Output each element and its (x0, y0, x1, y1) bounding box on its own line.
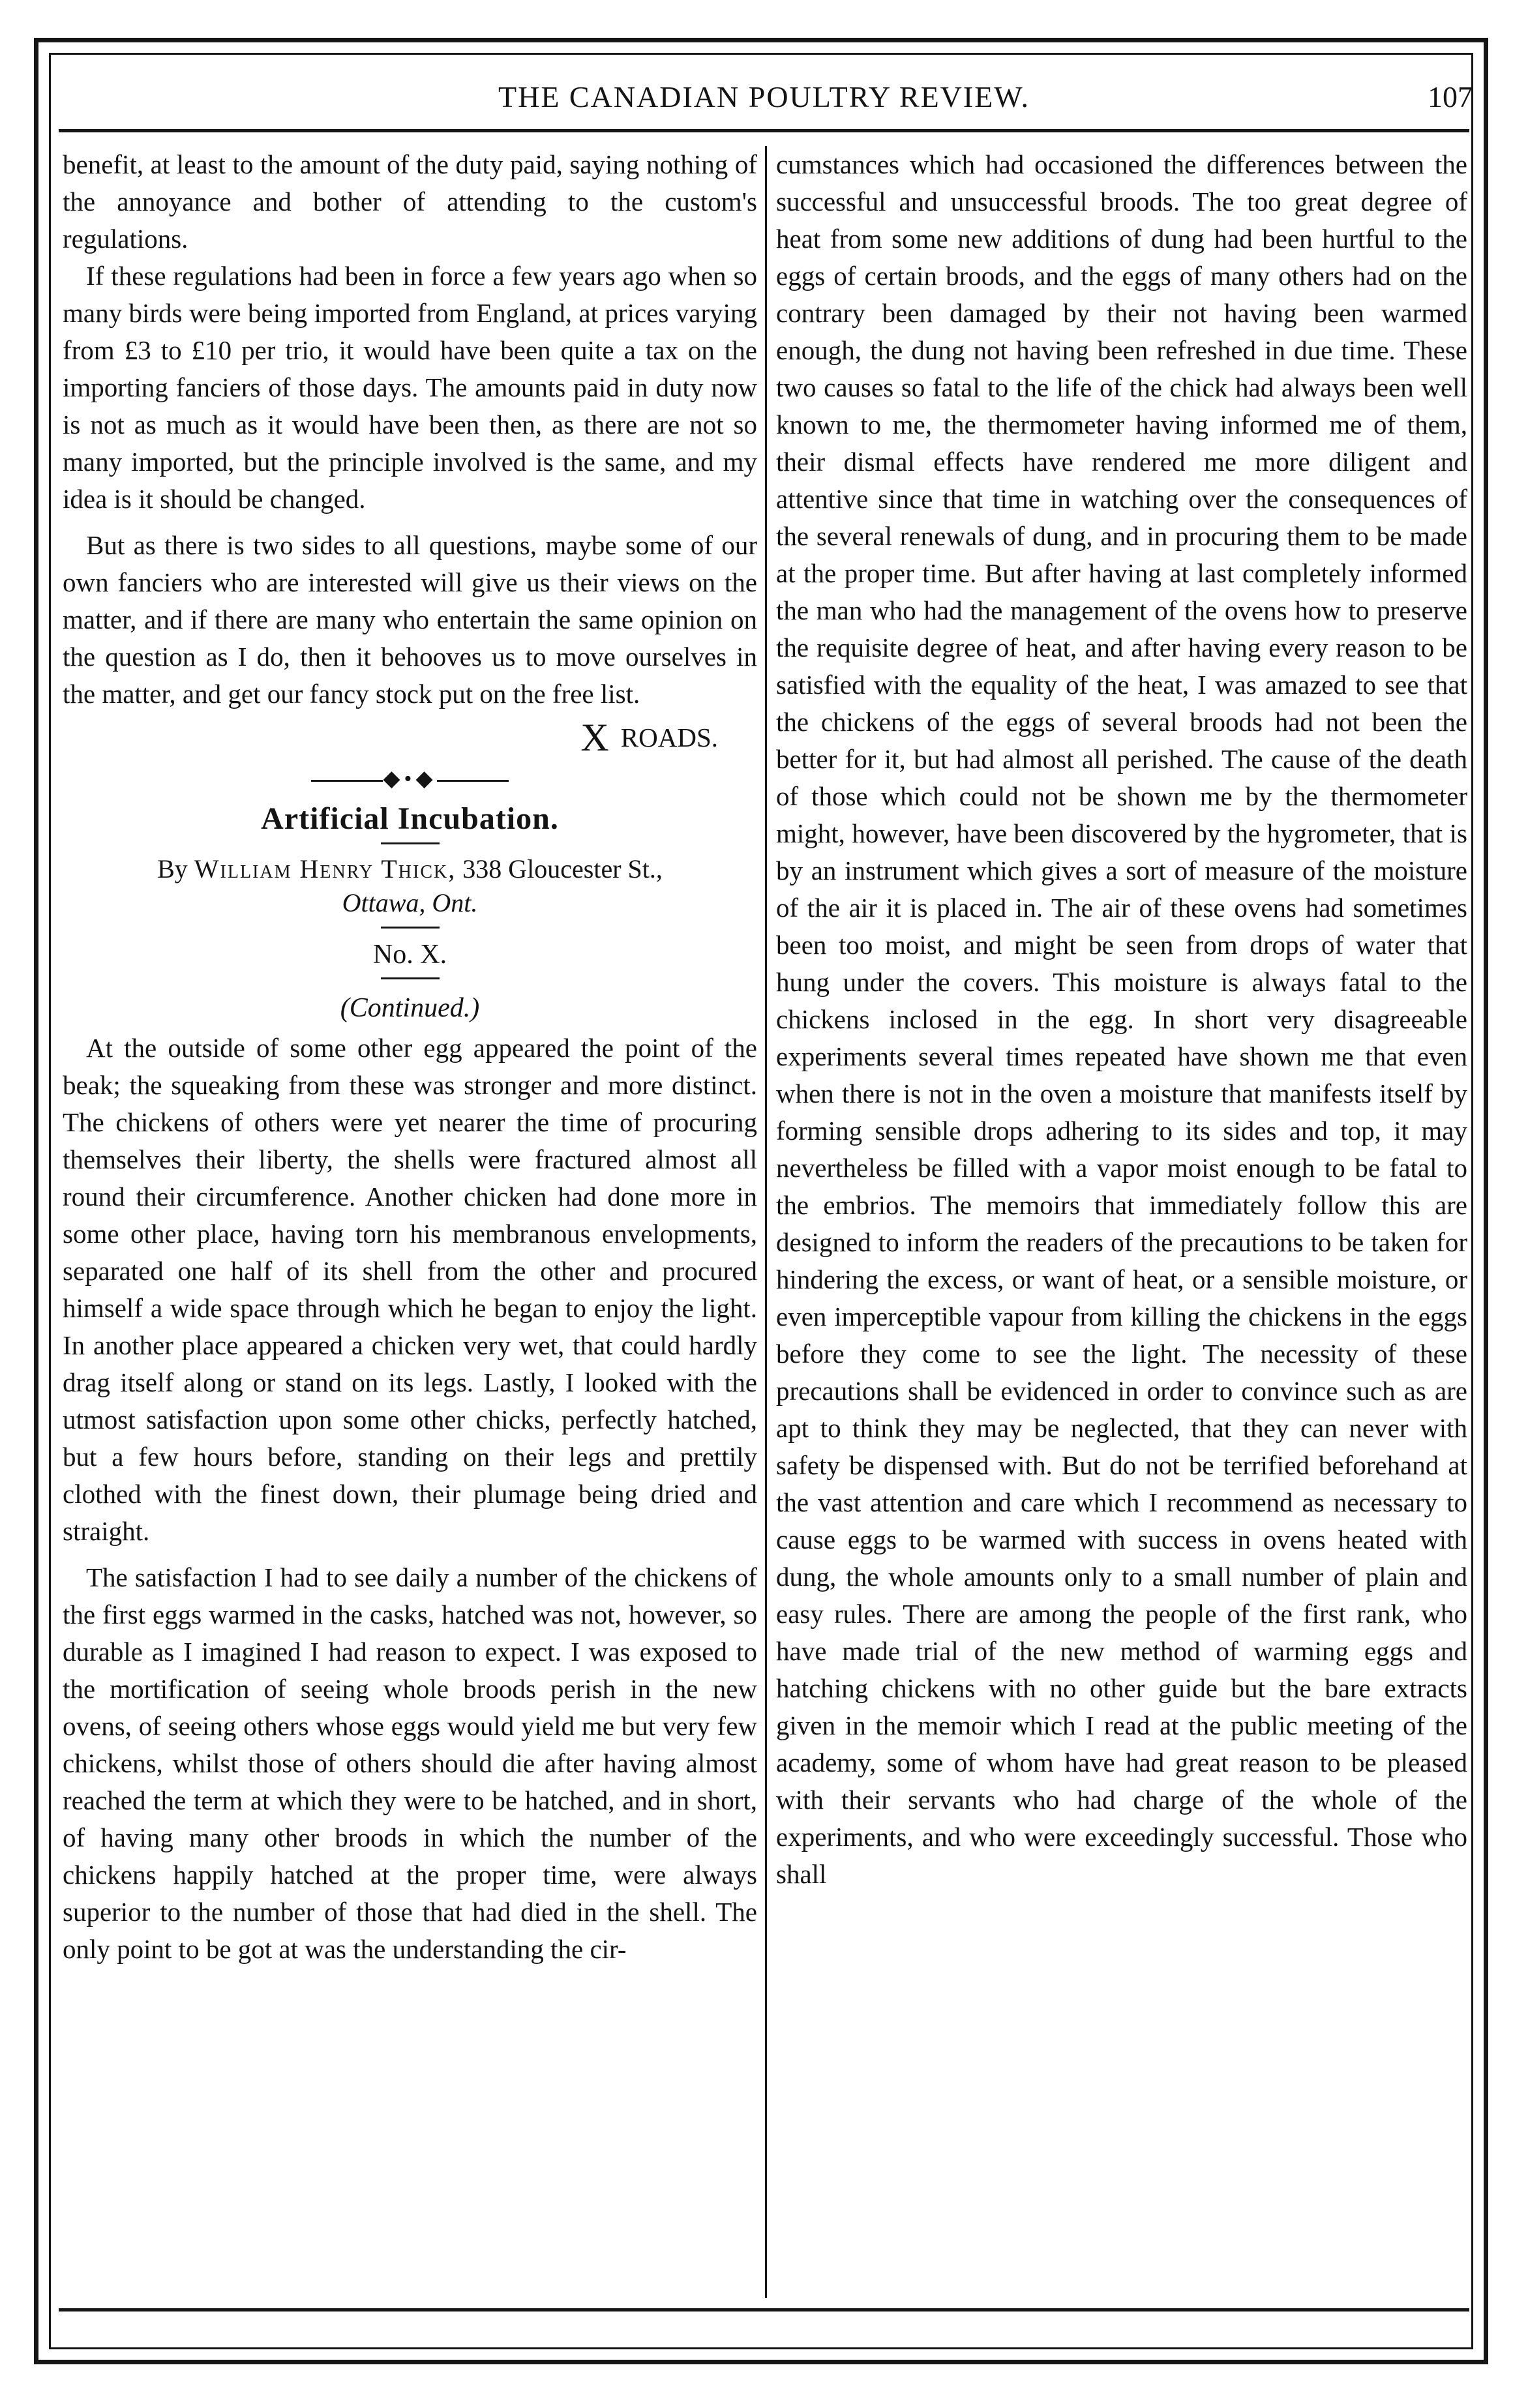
article-number: No. X. (372, 940, 447, 970)
bottom-rule (59, 2308, 1469, 2311)
ornament-line-right (437, 780, 509, 782)
byline-author: William Henry Thick, (194, 854, 457, 884)
number-rule (381, 977, 440, 979)
header-rule (59, 129, 1469, 132)
byline-prefix: By (157, 854, 188, 884)
signature-mark: X (580, 716, 609, 759)
continued-label: (Continued.) (340, 993, 480, 1023)
article-title: Artificial Incubation. (261, 801, 559, 836)
page-number: 107 (1428, 80, 1473, 113)
left-paragraph-3: But as there is two sides to all questions, maybe some of our own fanciers who are interested will give us their views on the matter, and if there are many who entertain the same opinion on the question as I do, then it behooves us to move ourselves in the matter, and get our fancy stock put on the free list. (63, 530, 757, 709)
title-rule (381, 842, 440, 844)
right-paragraph-1: cumstances which had occasioned the differences between the successful and unsuccessful broods. The too great degree of heat from some new additions of dung had been hurtful to the eggs of certain broods, and the eggs of many others had on the contrary been damaged by their not having been warmed enough, the dung not having been refreshed in due time. These two causes so fatal to the life of the chick had always been well known to me, the thermometer having informed me of them, their dismal effects have rendered me more diligent and attentive since that time in watching over the consequences of the several renewals of dung, and in procuring them to be made at the proper time. But after having at last completely informed the man who had the management of the ovens how to preserve the requisite degree of heat, and after having every reason to be satisfied with the equality of the heat, I was amazed to see that the chickens of the eggs of several broods had not been the better for it, but had almost all perished. The cause of the death of those which could not be shown me by the thermometer might, however, have been discovered by the hygrometer, that is by an instrument which gives a sort of measure of the moisture of the air it is placed in. The air of these ovens had sometimes been too moist, and might be seen from drops of water that hung under the covers. This moisture is always fatal to the chickens inclosed in the egg. In short very disagreeable experiments several times repeated have shown me that even when there is not in the oven a moisture that manifests itself by forming sensible drops adhering to its sides and top, it may nevertheless be filled with a vapor moist enough to be fatal to the embrios. The memoirs that immediately follow this are designed to inform the readers of the precautions to be taken for hindering the excess, or want of heat, or a sensible moisture, or even imperceptible vapour from killing the chickens in the eggs before they come to see the light. The necessity of these precautions shall be evidenced in order to convince such as are apt to think they may be neglected, that they can never with safety be dispensed with. But do not be terrified beforehand at the vast attention and care which I recommend as necessary to cause eggs to be warmed with success in ovens heated with dung, the whole amounts only to a small number of plain and easy rules. There are among the people of the first rank, who have made trial of the new method of warming eggs and hatching chickens with no other guide but the bare extracts given in the memoir which I read at the public meeting of the academy, some of whom have had great reason to be pleased with their servants who had charge of the whole of the experiments, and who were exceedingly successful. Those who shall (776, 149, 1467, 1889)
left-column (63, 146, 757, 2298)
signature-name: ROADS. (620, 722, 718, 752)
ornament-line-left (311, 780, 383, 782)
section-ornament: ◆•◆ (63, 760, 757, 797)
left-paragraph-4: At the outside of some other egg appeared the point of the beak; the squeaking from these was stronger and more distinct. The chickens of others were yet nearer the time of procuring themselves their liberty, the shells were fractured almost all round their circumference. Another chicken had done more in some other place, having torn his membranous envelopments, separated one half of its shell from the other and procured himself a wide space through which he began to enjoy the light. In another place appeared a chicken very wet, that could hardly drag itself along or stand on its legs. Lastly, I looked with the utmost satisfaction upon some other chicks, perfectly hatched, but a few hours before, standing on their legs and prettily clothed with the finest down, their plumage being dried and straight. (63, 1033, 757, 1546)
column-divider (765, 146, 767, 2298)
running-title: THE CANADIAN POULTRY REVIEW. (498, 80, 1030, 113)
byline-city: Ottawa, Ont. (342, 888, 478, 917)
right-column (776, 146, 1467, 2298)
running-header (55, 73, 1473, 125)
left-paragraph-5: The satisfaction I had to see daily a number of the chickens of the first eggs warmed in the casks, hatched was not, however, so durable as I imagined I had reason to expect. I was exposed to the mortification of seeing whole broods perish in the new ovens, of seeing others whose eggs would yield me but very few chickens, whilst those of others should die after having almost reached the term at which they were to be hatched, and in short, of having many other broods in which the number of the chickens happily hatched at the proper time, were always superior to the number of those that had died in the shell. The only point to be got at was the understanding the cir- (63, 1562, 757, 1964)
letter-signature (63, 716, 718, 759)
byline-rule (381, 927, 440, 929)
article-byline (63, 852, 757, 920)
left-paragraph-1: benefit, at least to the amount of the duty paid, saying nothing of the annoyance and bother of attending to the custom's regulations. (63, 149, 757, 254)
left-paragraph-2: If these regulations had been in force a few years ago when so many birds were being imported from England, at prices varying from £3 to £10 per trio, it would have been quite a tax on the importing fanciers of those days. The amounts paid in duty now is not as much as it would have been then, as there are not so many imported, but the principle involved is the same, and my idea is it should be changed. (63, 261, 757, 514)
byline-address: 338 Gloucester St., (462, 854, 663, 884)
